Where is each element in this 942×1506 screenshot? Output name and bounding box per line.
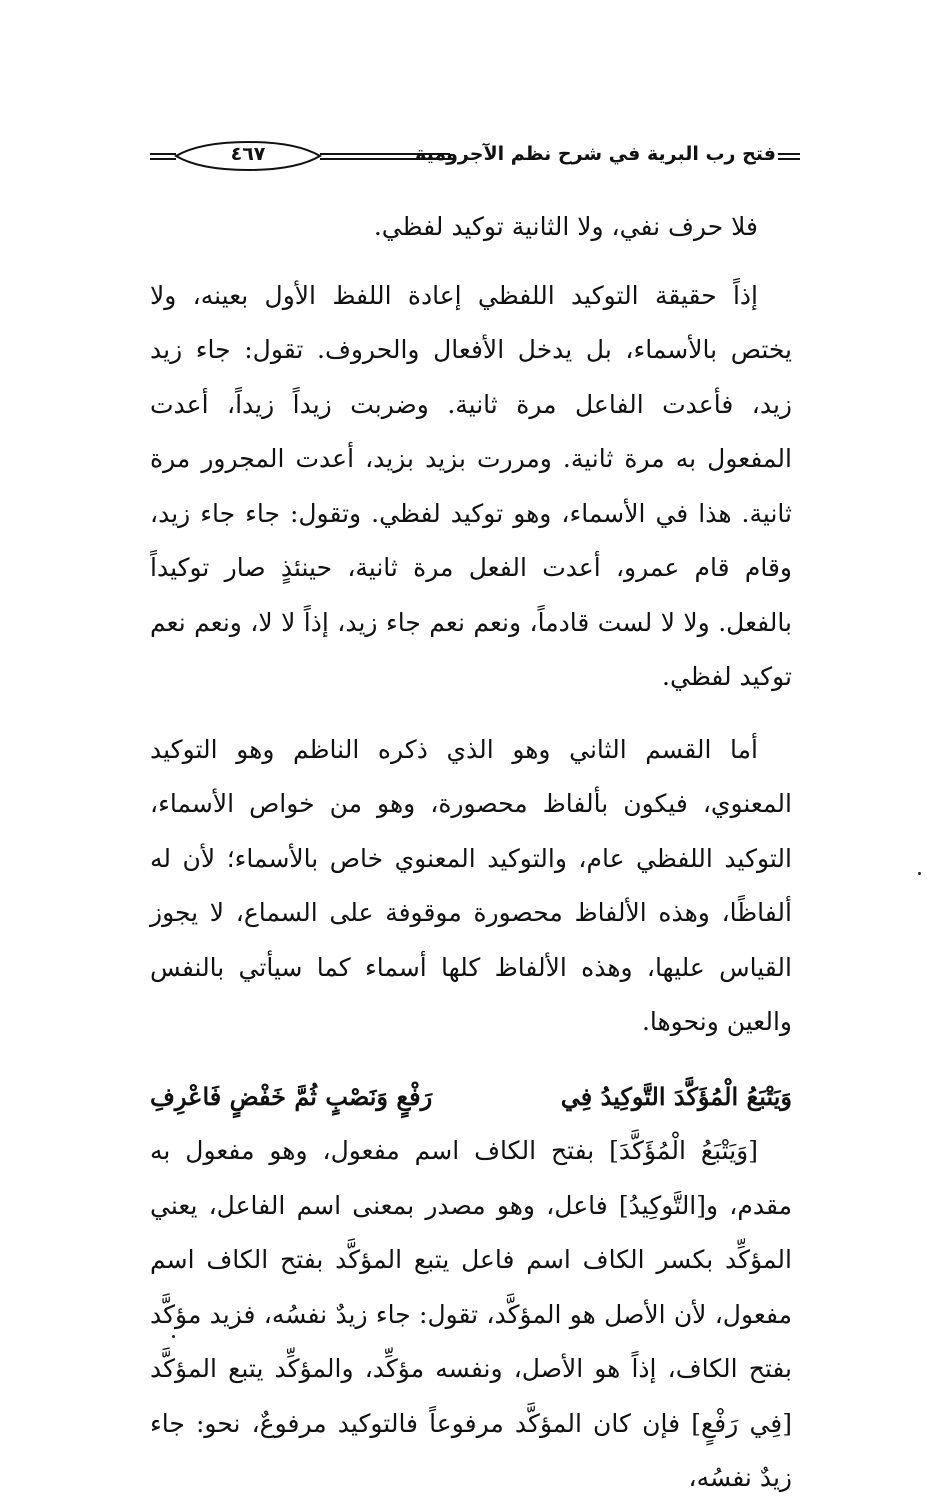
- book-title: فتح رب البرية في شرح نظم الآجرومية: [415, 143, 776, 165]
- paragraph-3: أما القسم الثاني وهو الذي ذكره الناظم وهو التوكيد المعنوي، فيكون بألفاظ محصورة، وهو من خواص الأسماء، التوكيد اللفظي عام، والتوكيد المعنوي خاص بالأسماء؛ لأن له ألفاظًا، وهذه الألفاظ محصورة موقوفة على السماع، لا يجوز القياس عليها، وهذه الألفاظ كلها أسماء كما سيأتي بالنفس والعين ونحوها.: [150, 734, 792, 1036]
- page-header: [150, 138, 800, 178]
- stray-mark: [918, 872, 921, 875]
- page-number: ٤٦٧: [230, 143, 266, 165]
- paragraph-1: فلا حرف نفي، ولا الثانية توكيد لفظي.: [373, 212, 758, 241]
- verse-first-hemistich: وَيَتْبَعُ الْمُؤَكَّدَ التَّوكِيدُ فِي: [560, 1081, 792, 1111]
- stray-mark: [172, 1335, 175, 1338]
- paragraph-2: إذاً حقيقة التوكيد اللفظي إعادة اللفظ الأول بعينه، ولا يختص بالأسماء، بل يدخل الأفعال والحروف. تقول: جاء زيد زيد، فأعدت الفاعل مرة ثانية. وضربت زيداً زيداً، أعدت المفعول به مرة ثانية. ومررت بزيد بزيد، أعدت المجرور مرة ثانية. هذا في الأسماء، وهو توكيد لفظي. وتقول: جاء جاء زيد، وقام قام عمرو، أعدت الفعل مرة ثانية، حينئذٍ صار توكيداً بالفعل. ولا لا لست قادماً، ونعم نعم جاء زيد، إذاً لا لا، ونعم نعم توكيد لفظي.: [150, 280, 792, 691]
- paragraph-4: [وَيَتْبَعُ الْمُؤَكَّدَ] بفتح الكاف اسم مفعول، وهو مفعول به مقدم، و[التَّوكِيدُ] فاعل، وهو مصدر بمعنى اسم الفاعل، يعني المؤكِّد بكسر الكاف اسم فاعل يتبع المؤكَّد بفتح الكاف اسم مفعول، لأن الأصل هو المؤكَّد، تقول: جاء زيدٌ نفسُه، فزيد مؤكَّد بفتح الكاف، إذاً هو الأصل، ونفسه مؤكِّد، والمؤكِّد يتبع المؤكَّد [فِي رَفْعٍ] فإن كان المؤكَّد مرفوعاً فالتوكيد مرفوعٌ، نحو: جاء زيدٌ نفسُه،: [150, 1136, 792, 1492]
- verse-second-hemistich: رَفْعٍ وَنَصْبٍ ثُمَّ خَفْضٍ فَاعْرِفِ: [150, 1081, 433, 1111]
- poem-verse: [150, 1070, 792, 1125]
- page-body: [150, 200, 792, 1506]
